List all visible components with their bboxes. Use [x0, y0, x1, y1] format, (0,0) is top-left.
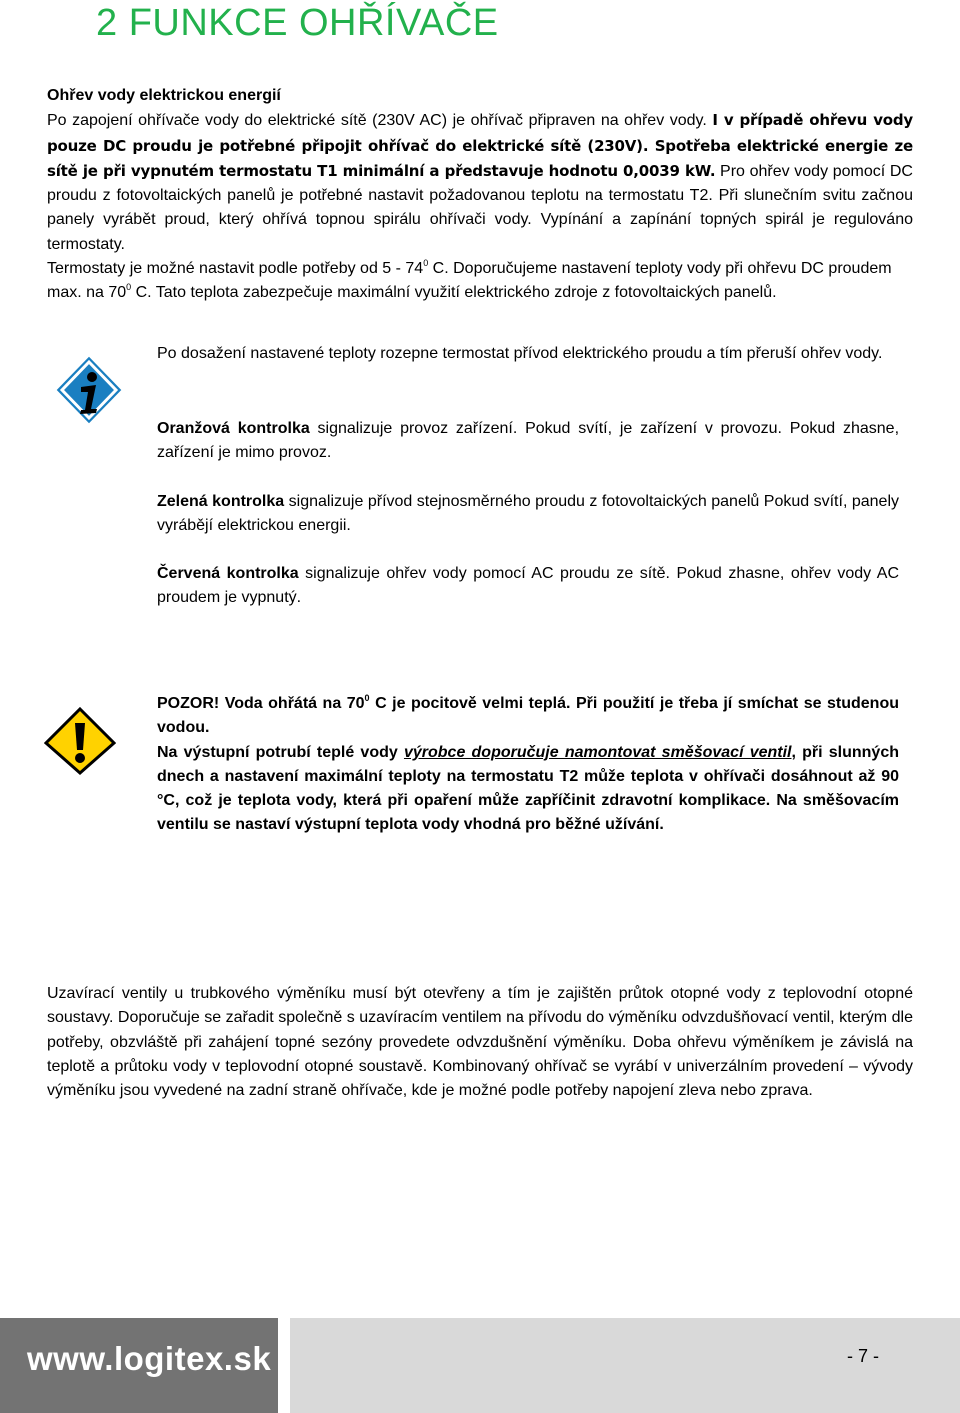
- body-text-1: Po zapojení ohřívače vody do elektrické sítě (230V AC) je ohřívač připraven na ohřev vody.: [47, 112, 713, 130]
- footer-url: www.logitex.sk: [27, 1340, 272, 1377]
- section-electric-heating: [47, 84, 913, 306]
- warning-paragraph-2: [157, 741, 899, 838]
- red-light-text: signalizuje ohřev vody pomocí AC proudu ze sítě. Pokud zhasne, ohřev vody AC proudem je vypnutý.: [157, 565, 900, 607]
- body-text-2: I v případě ohřevu vody pouze DC proudu je potřebné připojit ohřívač do elektrické sítě (230V). Spotřeba elektrické energie ze sítě je při vypnutém termostatu T1 minimální a představuje hodnotu 0,0039 kW.: [47, 111, 913, 180]
- thermostat-text-a: Termostaty je možné nastavit podle potřeby od 5 - 74: [47, 260, 424, 278]
- warning-text-c: Na výstupní potrubí teplé vody: [157, 743, 404, 761]
- green-light-text: signalizuje přívod stejnosměrného proudu z fotovoltaických panelů Pokud svítí, panely vyrábějí elektrickou energii.: [157, 493, 900, 535]
- thermostat-paragraph: [47, 257, 913, 306]
- warning-paragraph-1: [157, 692, 899, 741]
- info-paragraph-red: [157, 562, 899, 611]
- info-paragraph-green: [157, 490, 899, 539]
- warning-text-a: Voda ohřátá na 70: [219, 695, 365, 712]
- degree-sup: 0: [126, 282, 132, 293]
- info-paragraph-orange: [157, 417, 899, 466]
- mixing-valve-recommendation: výrobce doporučuje namontovat směšovací ventil: [403, 743, 792, 761]
- page-number: - 7 -: [847, 1346, 880, 1366]
- page-title: 2 FUNKCE OHŘÍVAČE: [96, 2, 499, 44]
- warning-text-b: C je pocitově velmi teplá. Při použití je třeba jí smíchat se studenou vodou.: [157, 695, 900, 737]
- warning-label: POZOR!: [157, 695, 220, 712]
- warning-text: [157, 692, 899, 838]
- info-icon: [54, 354, 124, 426]
- thermostat-text-b: C. Doporučujeme nastavení teploty vody při ohřevu DC proudem max. na 70: [47, 260, 892, 302]
- warning-text-d: , při slunných dnech a nastavení maximální teploty na termostatu T2 může teplota v ohřívači dosáhnout až 90 °C, což je teplota vody, která při opaření může zapříčinit zdravotní komplikace. Na směšovacím ventilu se nastaví výstupní teplota vody vhodná pro běžné užívání.: [157, 743, 900, 834]
- orange-light-label: Oranžová kontrolka: [157, 420, 310, 437]
- orange-light-text: signalizuje provoz zařízení. Pokud svítí, je zařízení v provozu. Pokud zhasne, zařízení je mimo provoz.: [157, 420, 900, 462]
- heat-exchanger-paragraph: Uzavírací ventily u trubkového výměníku musí být otevřeny a tím je zajištěn průtok otopné vody z teplovodní otopné soustavy. Doporučuje se zařadit společně s uzavíracím ventilem na přívodu do výměníku odvzdušňovací ventil, kterým dle potřeby, obzvláště při zahájení topné sezóny provedete odvzdušnění výměníku. Doba ohřevu výměníkem je závislá na teplotě a průtoku vody v teplovodní otopné soustavě. Kombinovaný ohřívač se vyrábí v univerzálním provedení – vývody výměníku jsou vyvedené na zadní straně ohřívače, kde je možné podle potřeby napojení zleva nebo zprava.: [47, 985, 913, 1100]
- thermostat-text-c: C. Tato teplota zabezpečuje maximální využití elektrického zdroje z fotovoltaických panelů.: [131, 284, 777, 302]
- degree-sup: 0: [423, 258, 429, 269]
- body-text-3: Pro ohřev vody pomocí DC proudu z fotovoltaických panelů je potřebné nastavit požadovanou teplotu na termostatu T2. Při slunečním svitu začnou panely vyrábět proud, který ohřívá topnou spirálu ohřívači vody. Vypínání a zapínání topných spirál je regulováno termostaty.: [47, 162, 913, 253]
- red-light-label: Červená kontrolka: [157, 565, 299, 582]
- info-paragraph-1: Po dosažení nastavené teploty rozepne termostat přívod elektrického proudu a tím přeruší ohřev vody.: [157, 345, 883, 362]
- warning-icon: [44, 707, 116, 775]
- green-light-label: Zelená kontrolka: [157, 493, 285, 510]
- degree-sup: 0: [364, 693, 370, 703]
- section-heading: Ohřev vody elektrickou energií: [47, 87, 281, 104]
- section-body: [47, 108, 913, 257]
